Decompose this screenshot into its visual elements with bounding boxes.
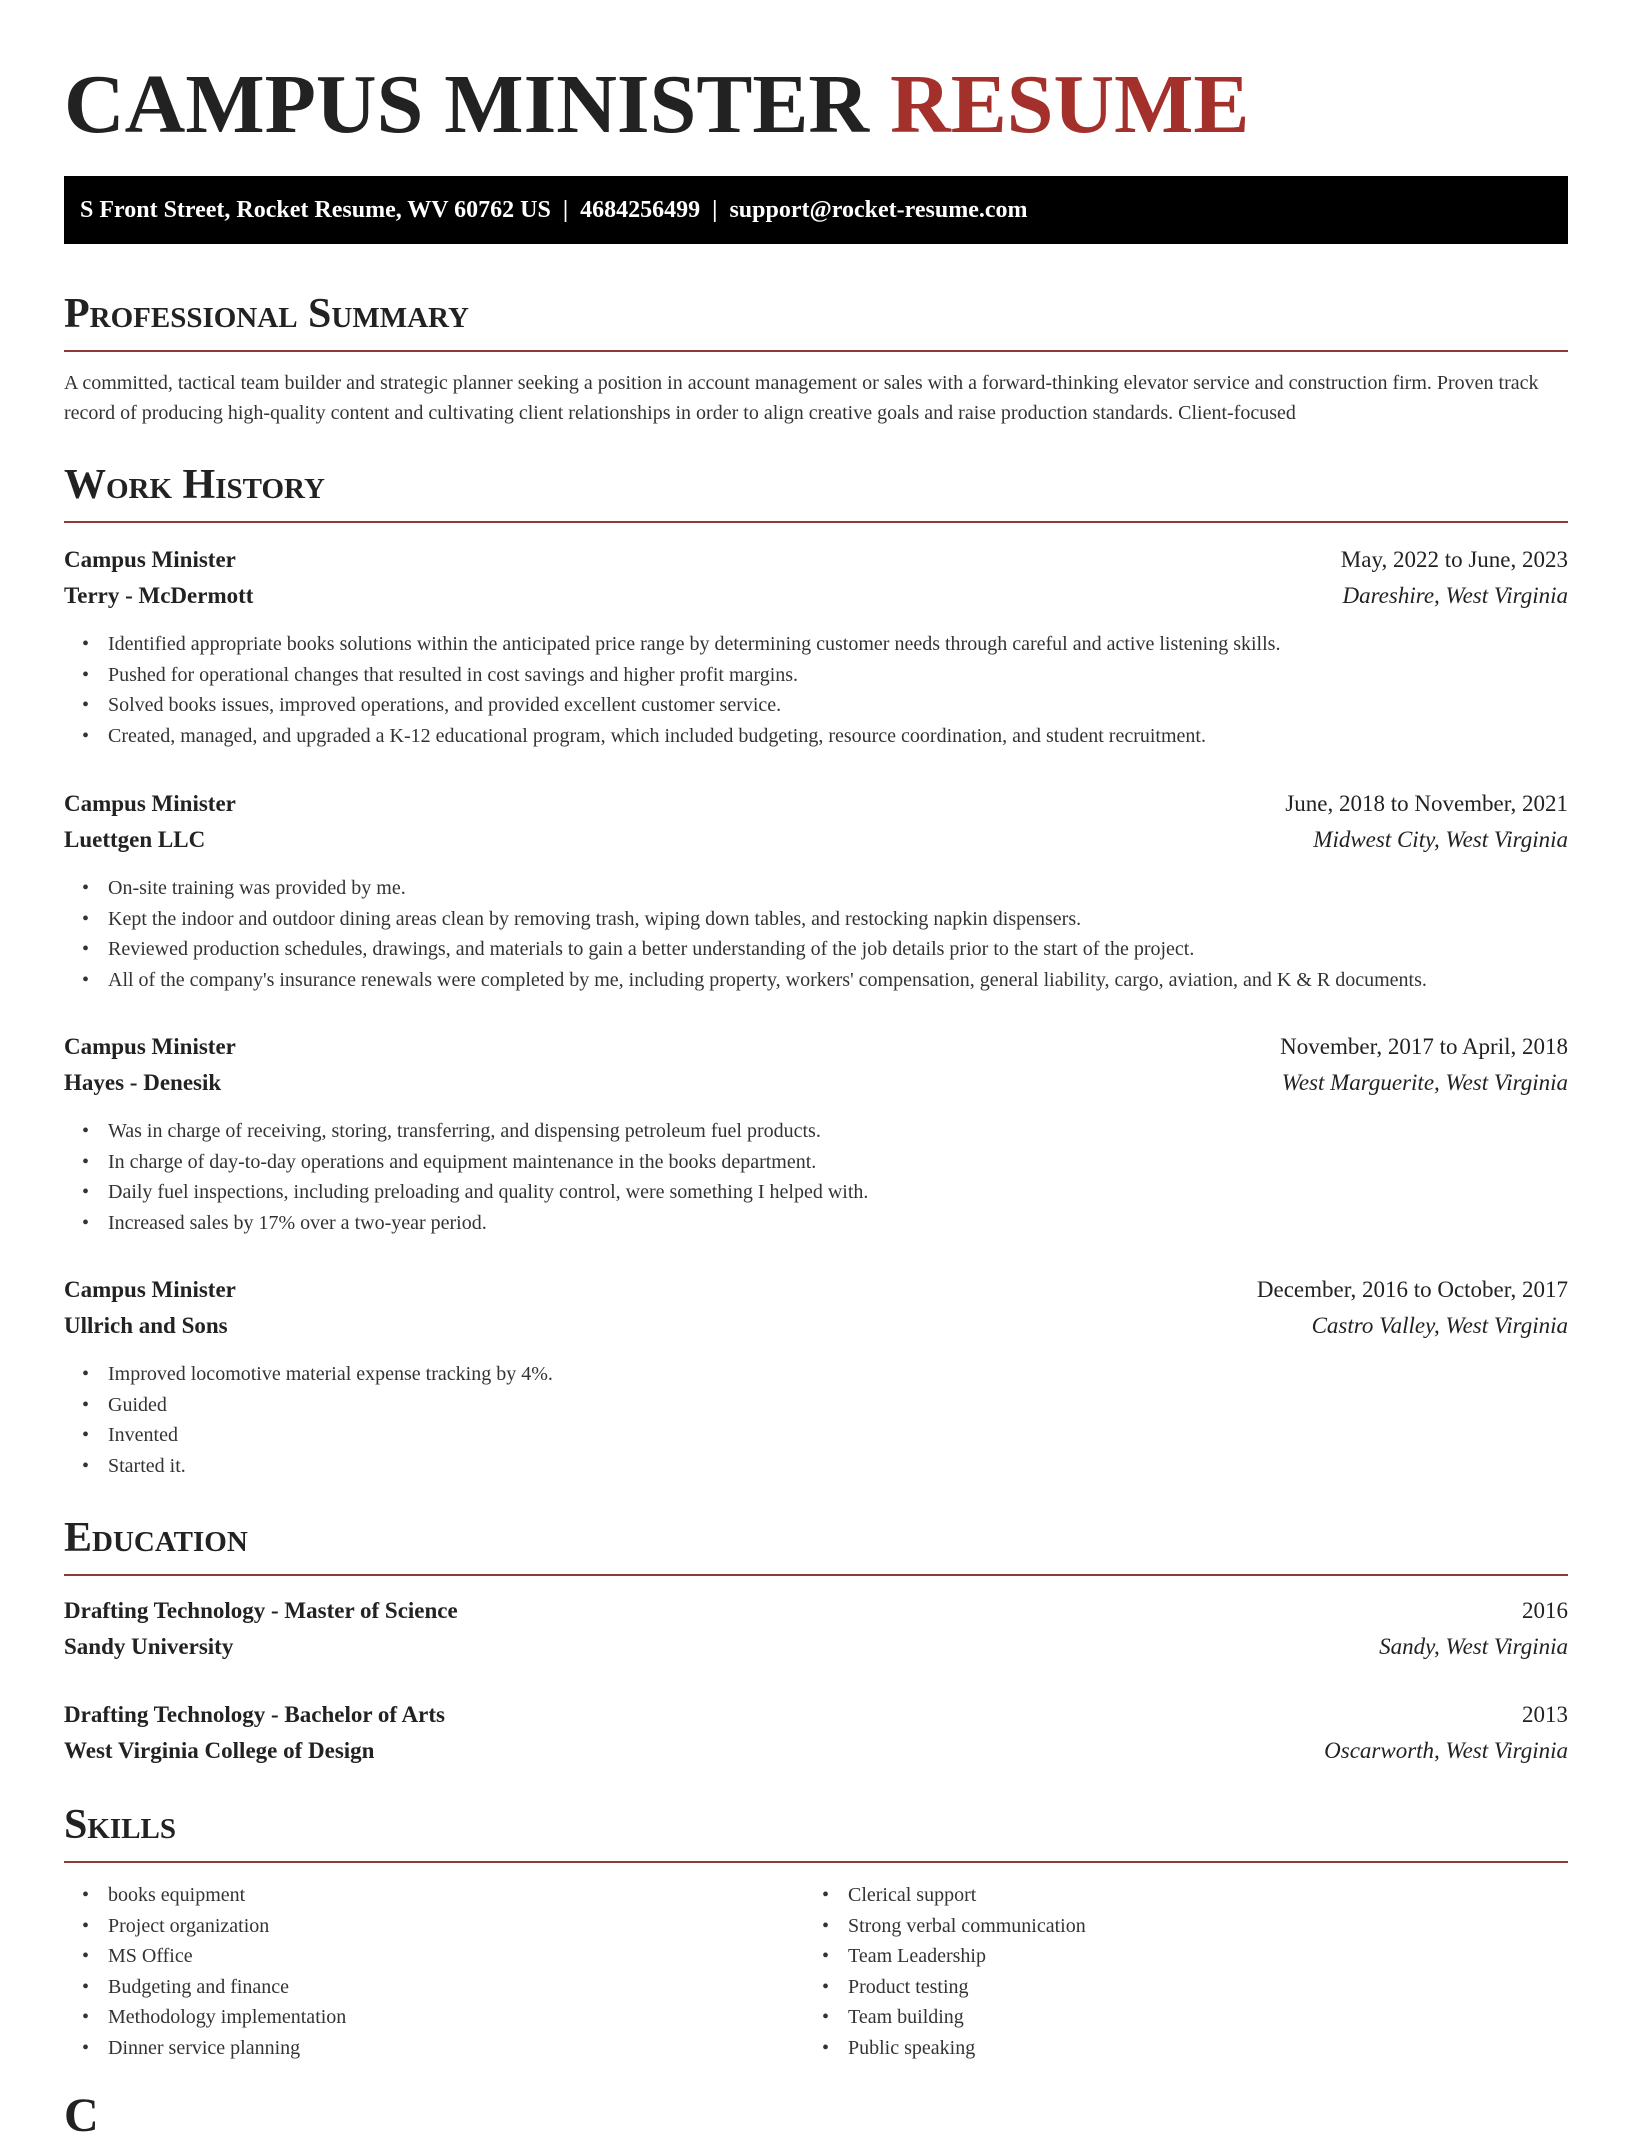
list-item: • All of the company's insurance renewals were completed by me, including property, workers' compensation, general liability, cargo, aviation, and K & R documents. (108, 965, 1618, 996)
list-item: • Reviewed production schedules, drawings, and materials to gain a better understanding of the job details prior to the start of the project. (108, 934, 1618, 965)
job-bullets (64, 629, 1618, 751)
contact-address: S Front Street, Rocket Resume, WV 60762 US (80, 197, 551, 223)
job-title: Campus Minister (64, 791, 236, 816)
list-item: • Solved books issues, improved operations, and provided excellent customer service. (108, 690, 1618, 721)
list-item: • Identified appropriate books solutions within the anticipated price range by determining customer needs through careful and active listening skills. (108, 629, 1618, 660)
education-year: 2013 (1522, 1702, 1568, 1727)
skill-item: • Team Leadership (848, 1941, 1632, 1972)
list-item: • Daily fuel inspections, including preloading and quality control, were something I helped with. (108, 1177, 1618, 1208)
job-location: West Marguerite, West Virginia (1281, 1070, 1568, 1095)
job-company-row (64, 822, 1568, 858)
job-title: Campus Minister (64, 1277, 236, 1302)
section-heading: Skills (64, 1802, 177, 1848)
next-section-heading-partial: C (64, 2089, 99, 2142)
job-company-row (64, 1065, 1568, 1101)
contact-bar (64, 176, 1568, 244)
list-item: • Started it. (108, 1451, 1618, 1482)
skills-section-header (64, 1803, 1568, 1863)
contact-separator: | (712, 197, 718, 223)
job-location: Castro Valley, West Virginia (1311, 1313, 1568, 1338)
resume-title (64, 50, 1249, 160)
list-item: • Kept the indoor and outdoor dining areas clean by removing trash, wiping down tables, and restocking napkin dispensers. (108, 904, 1618, 935)
work-history-section-header (64, 463, 1568, 523)
list-item: • On-site training was provided by me. (108, 873, 1618, 904)
education-degree: Drafting Technology - Bachelor of Arts (64, 1702, 445, 1727)
skill-item: • Dinner service planning (108, 2033, 1618, 2064)
contact-email[interactable]: support@rocket-resume.com (729, 197, 1028, 223)
education-school: Sandy University (64, 1634, 234, 1659)
title-main: CAMPUS MINISTER (64, 58, 870, 151)
skill-item: • Clerical support (848, 1880, 1632, 1911)
job-dates: May, 2022 to June, 2023 (1340, 547, 1568, 572)
job-location: Dareshire, West Virginia (1342, 583, 1568, 608)
job-dates: December, 2016 to October, 2017 (1256, 1277, 1568, 1302)
job-company-row (64, 578, 1568, 614)
skill-item: • Public speaking (848, 2033, 1632, 2064)
summary-section-header (64, 292, 1568, 352)
skill-item: • Team building (848, 2002, 1632, 2033)
education-section-header (64, 1516, 1568, 1576)
list-item: • In charge of day-to-day operations and equipment maintenance in the books department. (108, 1147, 1618, 1178)
job-header-row (64, 786, 1568, 822)
job-header-row (64, 1029, 1568, 1065)
job-bullets (64, 1116, 1618, 1238)
job-dates: June, 2018 to November, 2021 (1285, 791, 1568, 816)
job-header-row (64, 542, 1568, 578)
education-school-row (64, 1629, 1568, 1665)
job-title: Campus Minister (64, 1034, 236, 1059)
skill-item: • Project organization (108, 1911, 1618, 1942)
skill-item: • books equipment (108, 1880, 1618, 1911)
list-item: • Invented (108, 1420, 1618, 1451)
job-company: Terry - McDermott (64, 583, 254, 608)
title-accent: RESUME (890, 58, 1250, 151)
education-year: 2016 (1522, 1598, 1568, 1623)
contact-separator: | (562, 197, 569, 223)
skill-item: • Methodology implementation (108, 2002, 1618, 2033)
list-item: • Increased sales by 17% over a two-year period. (108, 1208, 1618, 1239)
section-heading: Education (64, 1515, 248, 1561)
job-company-row (64, 1308, 1568, 1344)
section-heading: Work History (64, 462, 325, 508)
summary-text: A committed, tactical team builder and strategic planner seeking a position in account management or sales with a forward-thinking elevator service and construction firm. Proven track record of producing high-quality content and cultivating client relationships in order to align creative goals and raise production standards. Client-focused (64, 372, 1539, 424)
skill-item: • Strong verbal communication (848, 1911, 1632, 1942)
skill-item: • Budgeting and finance (108, 1972, 1618, 2003)
skill-item: • MS Office (108, 1941, 1618, 1972)
job-company: Luettgen LLC (64, 827, 206, 852)
education-degree: Drafting Technology - Master of Science (64, 1598, 458, 1623)
section-heading: Professional Summary (64, 291, 469, 337)
list-item: • Was in charge of receiving, storing, transferring, and dispensing petroleum fuel products. (108, 1116, 1618, 1147)
skills-list-right (804, 1880, 1632, 2063)
education-location: Oscarworth, West Virginia (1324, 1738, 1568, 1763)
job-bullets (64, 1359, 1618, 1481)
skill-item: • Product testing (848, 1972, 1632, 2003)
job-company: Hayes - Denesik (64, 1070, 222, 1095)
education-school-row (64, 1733, 1568, 1769)
list-item: • Guided (108, 1390, 1618, 1421)
education-degree-row (64, 1593, 1568, 1629)
list-item: • Pushed for operational changes that resulted in cost savings and higher profit margins. (108, 660, 1618, 691)
job-bullets (64, 873, 1618, 995)
education-degree-row (64, 1697, 1568, 1733)
contact-phone[interactable]: 4684256499 (580, 197, 701, 223)
education-location: Sandy, West Virginia (1379, 1634, 1568, 1659)
list-item: • Improved locomotive material expense tracking by 4%. (108, 1359, 1618, 1390)
list-item: • Created, managed, and upgraded a K-12 educational program, which included budgeting, resource coordination, and student recruitment. (108, 721, 1618, 752)
education-school: West Virginia College of Design (64, 1738, 375, 1763)
job-title: Campus Minister (64, 547, 236, 572)
job-dates: November, 2017 to April, 2018 (1280, 1034, 1568, 1059)
job-company: Ullrich and Sons (64, 1313, 228, 1338)
job-header-row (64, 1272, 1568, 1308)
job-location: Midwest City, West Virginia (1313, 827, 1568, 852)
